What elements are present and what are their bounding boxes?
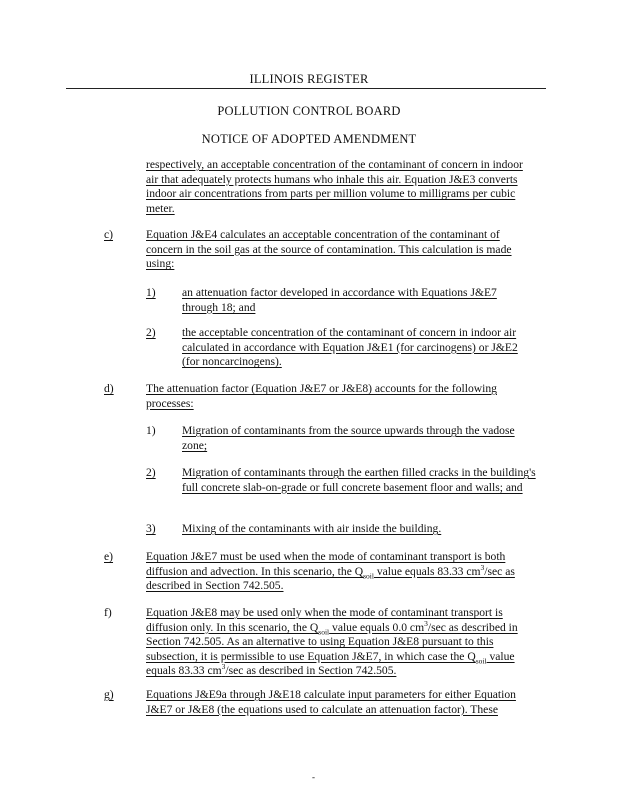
item-d2-text: Migration of contaminants through the earthen filled cracks in the building's full concrete slab-on-grade or full concrete basement floor and walls; and (182, 466, 536, 494)
item-d3-text: Mixing of the contaminants with air inside the building. (182, 522, 442, 535)
item-g-text: Equations J&E9a through J&E18 calculate input parameters for either Equation J&E7 or J&E8 (the equations used to calculate an attenuation factor). These (146, 688, 516, 716)
intro-paragraph: respectively, an acceptable concentration of the contaminant of concern in indoor air that adequately protects humans who inhale this air. Equation J&E3 converts indoor air concentrations from parts per million volume to milligrams per cubic meter. (146, 158, 523, 215)
item-d3-label: 3) (146, 522, 156, 535)
item-c2-text: the acceptable concentration of the contaminant of concern in indoor air calculated in accordance with Equation J&E1 (for carcinogens) or J&E2 (for noncarcinogens). (182, 326, 518, 369)
item-c1-label: 1) (146, 286, 156, 299)
item-f-label: f) (104, 606, 112, 619)
item-c2-label: 2) (146, 326, 156, 339)
item-e-label: e) (104, 550, 114, 563)
item-g-label: g) (104, 688, 114, 701)
item-f-text: Equation J&E8 may be used only when the mode of contaminant transport is diffusion only. In this scenario, the $Q_{soil}$ value equals 0.0 $cm^3/\sec$ as described in Section 742.505. As an alternative to using Equation J&E8 pursuant to this subsection, it is permissible to use Equation J&E7, in which case the $Q_{soil}$ value equals 83.33 $cm^3/\sec$ as described in Section 742.505. (146, 606, 518, 678)
item-d1-label: 1) (146, 424, 156, 437)
item-c1-text: an attenuation factor developed in accordance with Equations J&E7 through 18; and (182, 286, 497, 314)
register-title: ILLINOIS REGISTER (249, 72, 369, 86)
agency-title: POLLUTION CONTROL BOARD (217, 104, 401, 118)
notice-title: NOTICE OF ADOPTED AMENDMENT (201, 132, 417, 146)
item-c-label: c) (104, 228, 114, 241)
item-d2-label: 2) (146, 466, 156, 479)
page-number: - (312, 772, 315, 782)
header-rule (66, 88, 546, 89)
item-d-text: The attenuation factor (Equation J&E7 or J&E8) accounts for the following processes: (146, 382, 497, 410)
item-d-label: d) (104, 382, 114, 395)
item-e-text: Equation J&E7 must be used when the mode of contaminant transport is both diffusion and advection. In this scenario, the $Q_{soil}$ value equals 83.33 $cm^3/\sec$ as described in Section 742.505. (146, 550, 515, 593)
item-c-text: Equation J&E4 calculates an acceptable concentration of the contaminant of concern in the soil gas at the source of contamination. This calculation is made using: (146, 228, 512, 271)
item-d1-text: Migration of contaminants from the source upwards through the vadose zone; (182, 424, 515, 452)
